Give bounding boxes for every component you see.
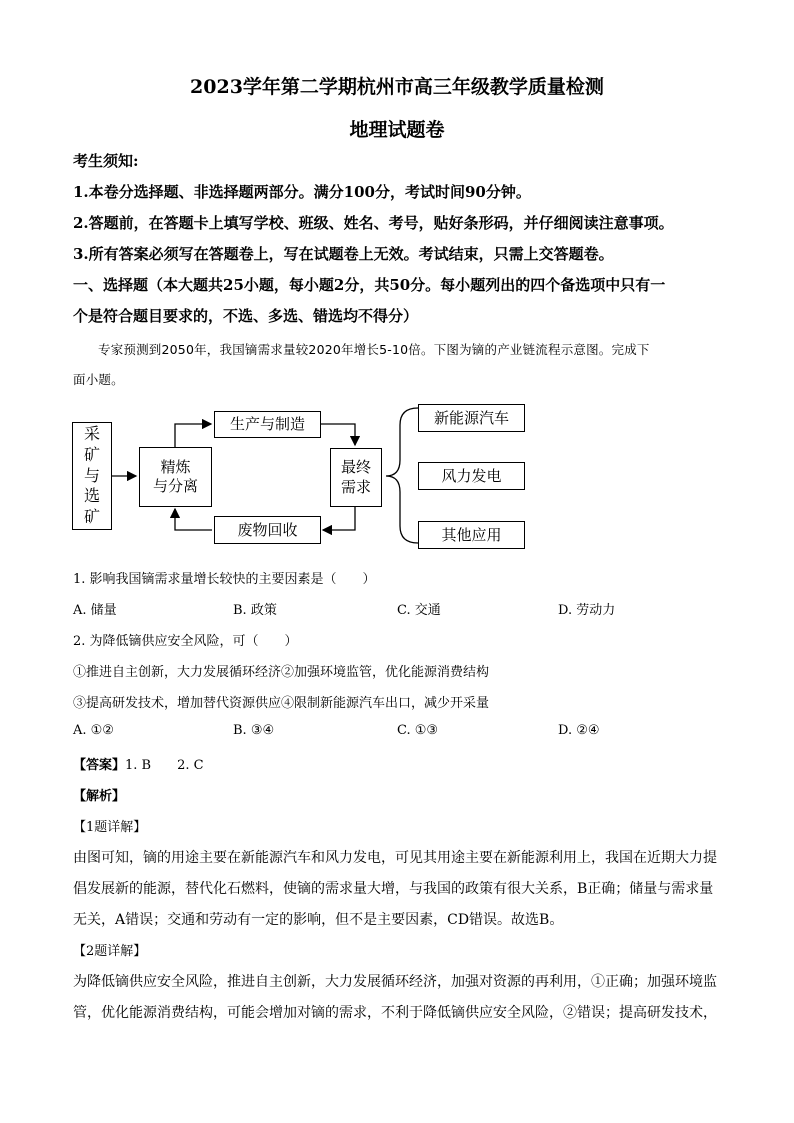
answer-row bbox=[73, 754, 204, 773]
intro-line2: 面小题。 bbox=[73, 372, 124, 387]
box-use-other bbox=[418, 521, 525, 549]
box-use-ev bbox=[418, 404, 525, 432]
q1-option-a: A. 储量 bbox=[73, 603, 117, 618]
use-other-label: 其他应用 bbox=[441, 525, 502, 544]
mining-char-3: 与 bbox=[83, 465, 100, 485]
diagram-arrows bbox=[0, 0, 794, 560]
box-use-wind bbox=[418, 462, 525, 490]
q1-option-d: D. 劳动力 bbox=[558, 603, 616, 618]
arrow-recycling-to-refine bbox=[175, 509, 212, 530]
arrow-refine-to-production bbox=[175, 424, 211, 447]
box-mining bbox=[72, 422, 112, 530]
q2-option-d: D. ②④ bbox=[558, 723, 600, 738]
box-refine bbox=[139, 447, 212, 507]
refine-line2: 与分离 bbox=[152, 477, 198, 495]
notice-heading: 考生须知: bbox=[73, 152, 139, 170]
q1-stem: 1. 影响我国镝需求量增长较快的主要因素是（ ） bbox=[73, 572, 376, 587]
notice-item-1: 1.本卷分选择题、非选择题两部分。满分100分，考试时间90分钟。 bbox=[73, 183, 531, 201]
q2-option-a: A. ①② bbox=[73, 723, 114, 738]
demand-line2: 需求 bbox=[340, 477, 371, 496]
q1-option-c: C. 交通 bbox=[397, 603, 441, 618]
mining-char-5: 矿 bbox=[83, 507, 100, 527]
q2-analysis-line1: 为降低镝供应安全风险，推进自主创新，大力发展循环经济，加强对资源的再利用，①正确；加强环境监 bbox=[73, 974, 717, 990]
answer-label: 【答案】 bbox=[73, 758, 126, 773]
mining-char-2: 矿 bbox=[83, 444, 100, 464]
refine-line1: 精炼 bbox=[160, 457, 191, 476]
q2-analysis-label: 【2题详解】 bbox=[73, 944, 147, 959]
box-recycling bbox=[214, 516, 321, 544]
q1-analysis-label: 【1题详解】 bbox=[73, 820, 147, 835]
box-production bbox=[214, 411, 321, 438]
q2-statements-line1: ①推进自主创新，大力发展循环经济②加强环境监管，优化能源消费结构 bbox=[73, 665, 490, 680]
arrow-demand-to-recycling bbox=[323, 507, 355, 530]
page-subtitle: 地理试题卷 bbox=[349, 119, 445, 141]
arrow-production-to-demand bbox=[321, 424, 355, 445]
notice-item-3: 3.所有答案必须写在答题卷上，写在试题卷上无效。考试结束，只需上交答题卷。 bbox=[73, 245, 614, 263]
production-label: 生产与制造 bbox=[229, 415, 305, 434]
section-heading-line1: 一、选择题（本大题共25小题，每小题2分，共50分。每小题列出的四个备选项中只有一 bbox=[73, 276, 666, 294]
q1-analysis-line2: 倡发展新的能源，替代化石燃料，使镝的需求量大增，与我国的政策有很大关系，B正确；储量与需求量 bbox=[73, 881, 714, 897]
q1-analysis-line1: 由图可知，镝的用途主要在新能源汽车和风力发电，可见其用途主要在新能源利用上，我国在近期大力提 bbox=[73, 850, 717, 866]
answer-q2: 2. C bbox=[177, 758, 204, 773]
q2-option-c: C. ①③ bbox=[397, 723, 439, 738]
q2-option-b: B. ③④ bbox=[233, 723, 275, 738]
notice-item-2: 2.答题前，在答题卡上填写学校、班级、姓名、考号，贴好条形码，并仔细阅读注意事项。 bbox=[73, 214, 674, 232]
mining-char-1: 采 bbox=[83, 424, 100, 443]
intro-line1: 专家预测到2050年，我国镝需求量较2020年增长5-10倍。下图为镝的产业链流程示意图。完成下 bbox=[98, 342, 650, 357]
recycling-label: 废物回收 bbox=[237, 520, 298, 539]
section-heading-line2: 个是符合题目要求的，不选、多选、错选均不得分） bbox=[73, 307, 419, 325]
box-demand bbox=[330, 448, 382, 507]
q1-analysis-line3: 无关，A错误；交通和劳动有一定的影响，但不是主要因素，CD错误。故选B。 bbox=[73, 912, 564, 928]
demand-line1: 最终 bbox=[340, 458, 371, 476]
q2-statements-line2: ③提高研发技术，增加替代资源供应④限制新能源汽车出口，减少开采量 bbox=[73, 696, 490, 711]
q2-stem: 2. 为降低镝供应安全风险，可（ ） bbox=[73, 634, 298, 649]
use-ev-label: 新能源汽车 bbox=[433, 408, 509, 427]
uses-brace bbox=[386, 408, 418, 543]
q2-analysis-line2: 管，优化能源消费结构，可能会增加对镝的需求，不利于降低镝供应安全风险，②错误；提高研发技术， bbox=[73, 1005, 717, 1021]
analysis-label: 【解析】 bbox=[73, 789, 126, 804]
use-wind-label: 风力发电 bbox=[441, 466, 502, 485]
page-title: 2023学年第二学期杭州市高三年级教学质量检测 bbox=[190, 76, 604, 98]
answer-q1: 1. B bbox=[125, 758, 152, 773]
mining-char-4: 选 bbox=[83, 486, 100, 506]
q1-option-b: B. 政策 bbox=[233, 603, 277, 618]
